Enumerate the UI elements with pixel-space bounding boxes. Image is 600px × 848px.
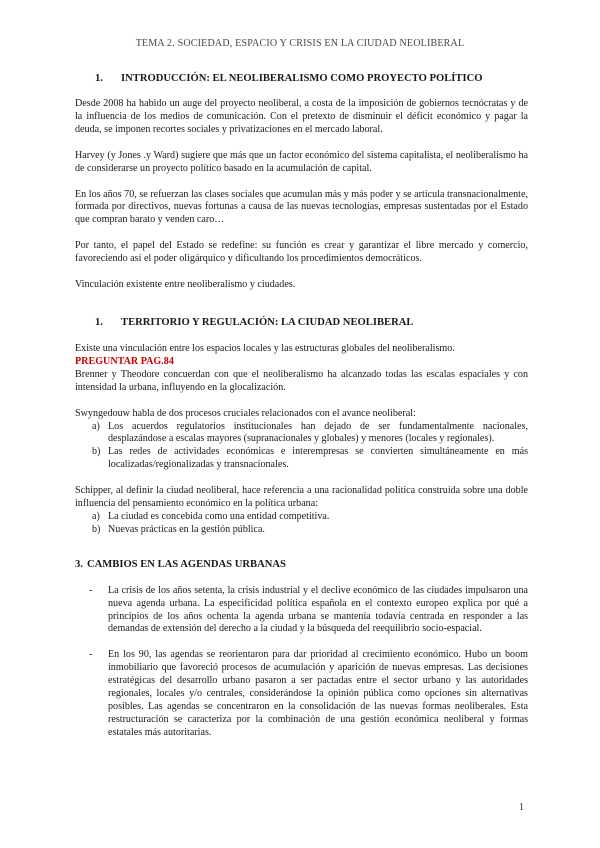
list-item-text: En los 90, las agendas se reorientaron para dar prioridad al crecimiento económico. Hubo un boom inmobiliario que favoreció procesos de acumulación y aparición de nuevas empresas. Las decisiones estratégicas del desarrollo urbano pasaron a ser pactadas entre el sector urbano y las autoridades regionales, locales y/o centrales, considerándose la opinión pública como opciones sin alternativas posibles. Las agendas se concentraron en la consolidación de las nuevas formas neoliberales. Esta restructuración se caracteriza por la combinación de una gestión económica neoliberal y formas estatales más autoritarias. <box>108 649 528 738</box>
section-1-paragraph-3: En los años 70, se refuerzan las clases sociales que acumulan más y más poder y se articula transnacionalmente, formada por directivos, nuevas fortunas a causa de las nuevas tecnologías, empresas sustentadas por el Estado que compran barato y venden caro… <box>75 188 528 226</box>
page-number: 1 <box>519 802 524 813</box>
section-2-number: 1. <box>95 316 103 328</box>
section-1-paragraph-1: Desde 2008 ha habido un auge del proyecto neoliberal, a costa de la imposición de gobiernos tecnócratas y de la influencia de los medios de comunicación. Con el pretexto de disminuir el déficit económico y pagar la deuda, se imponen recortes sociales y privatizaciones en el mercado laboral. <box>75 98 528 135</box>
list-item-text: Los acuerdos regulatorios institucionales han dejado de ser fundamentalmente nacionales, desplazándose a escalas mayores (supranacionales y globales) y menores (locales y regionales). <box>108 420 528 445</box>
section-3-title: CAMBIOS EN LAS AGENDAS URBANAS <box>86 558 286 570</box>
list-item-text: Las redes de actividades económicas e interempresas se convierten simultáneamente en más localizadas/regionalizadas y transnacionales. <box>108 446 528 471</box>
list-marker: - <box>89 649 93 661</box>
running-header: TEMA 2. SOCIEDAD, ESPACIO Y CRISIS EN LA CIUDAD NEOLIBERAL <box>135 38 465 49</box>
section-2-brenner: Brenner y Theodore concuerdan con que el neoliberalismo ha alcanzado todas las escalas espaciales y con intensidad la urbana, influyendo en la glocalización. <box>75 368 528 393</box>
page-content <box>75 72 528 740</box>
ask-page-note: PREGUNTAR PAG.84 <box>75 355 174 367</box>
section-1-title: INTRODUCCIÓN: EL NEOLIBERALISMO COMO PROYECTO POLÍTICO <box>121 73 483 84</box>
influence-list <box>75 511 528 537</box>
section-3-number: 3. <box>75 558 83 570</box>
list-item-text: La ciudad es concebida como una entidad competitiva. <box>108 510 330 522</box>
section-3-heading <box>75 558 528 572</box>
list-marker: - <box>89 584 93 596</box>
list-item <box>75 585 528 637</box>
list-item <box>75 524 528 537</box>
list-item-text: La crisis de los años setenta, la crisis industrial y el declive económico de las ciudades impulsaron una nueva agenda urbana. La especificidad política española en el contexto europeo explica por qué a principios de los años ochenta la agenda urbana se mantenía todavía centrada en responder a las demandas de extensión del derecho a la ciudad y la búsqueda del reequilibrio socio-espacial. <box>108 584 528 635</box>
agenda-changes-list <box>75 585 528 740</box>
section-2-swyngedouw: Swyngedouw habla de dos procesos cruciales relacionados con el avance neoliberal: <box>75 407 416 419</box>
section-1-paragraph-4: Por tanto, el papel del Estado se redefine: su función es crear y garantizar el libre mercado y comercio, favoreciendo así el poder oligárquico y dificultando los procedimientos democráticos. <box>75 240 528 265</box>
list-item <box>75 649 528 739</box>
section-1-paragraph-5: Vinculación existente entre neoliberalismo y ciudades. <box>75 279 296 291</box>
section-1-number: 1. <box>95 73 103 84</box>
section-1-paragraph-2: Harvey (y Jones .y Ward) sugiere que más que un factor económico del sistema capitalista, el neoliberalismo ha de considerarse un proyecto político basado en la acumulación de capital. <box>75 149 528 174</box>
processes-list <box>75 421 528 473</box>
list-item <box>75 421 528 447</box>
list-item <box>75 446 528 472</box>
list-marker: b) <box>92 446 101 458</box>
list-marker: a) <box>92 510 100 522</box>
section-2-intro: Existe una vinculación entre los espacios locales y las estructuras globales del neoliberalismo. <box>75 342 455 354</box>
section-1-heading <box>75 72 528 86</box>
section-2-title: TERRITORIO Y REGULACIÓN: LA CIUDAD NEOLIBERAL <box>121 316 414 328</box>
list-item-text: Nuevas prácticas en la gestión pública. <box>108 523 265 535</box>
list-marker: b) <box>92 523 101 535</box>
section-2-heading <box>75 316 528 330</box>
section-2-schipper: Schipper, al definir la ciudad neoliberal, hace referencia a una racionalidad política construida sobre una doble influencia del pensamiento económico en la política urbana: <box>75 485 528 510</box>
list-item <box>75 511 528 524</box>
list-marker: a) <box>92 420 100 432</box>
